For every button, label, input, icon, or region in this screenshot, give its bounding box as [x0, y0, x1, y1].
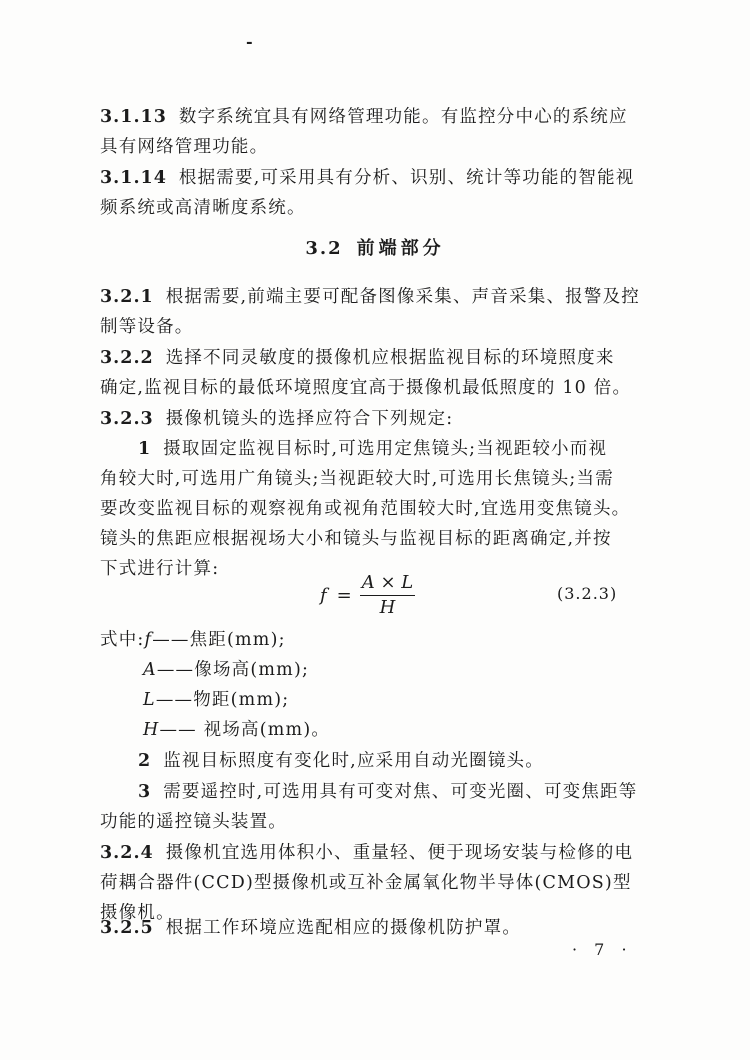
formula-fraction: [360, 572, 415, 618]
legend-symbol: H: [143, 720, 160, 740]
clause-3-2-5-line1: [100, 913, 640, 943]
legend-symbol: A: [143, 660, 157, 680]
section-heading: [0, 234, 750, 260]
clause-number: 3.2.3: [100, 409, 154, 429]
clause-3-2-4-line1: [100, 838, 640, 868]
item-number: 1: [138, 439, 152, 459]
clause-3-2-2-line2: 确定,监视目标的最低环境照度宜高于摄像机最低照度的 10 倍。: [100, 378, 632, 398]
clause-3-2-1-line1: [100, 282, 640, 312]
clause-3-2-3-line1: [100, 404, 640, 434]
legend-desc: ——焦距(mm);: [152, 630, 286, 650]
clause-text: 摄像机宜选用体积小、重量轻、便于现场安装与检修的电: [165, 843, 634, 863]
clause-number: 3.1.13: [100, 107, 167, 127]
item-1-line3: 要改变监视目标的观察视角或视角范围较大时,宜选用变焦镜头。: [100, 499, 631, 519]
clause-text: 根据需要,前端主要可配备图像采集、声音采集、报警及控: [165, 287, 640, 307]
formula-number: (3.2.3): [557, 584, 618, 603]
item-text: 需要遥控时,可选用具有可变对焦、可变光圈、可变焦距等: [163, 782, 638, 802]
legend-desc: ——像场高(mm);: [156, 660, 310, 680]
formula-denominator: H: [379, 597, 396, 618]
legend-line-a: [143, 656, 309, 681]
focal-length-formula: [320, 572, 415, 618]
item-number: 2: [138, 751, 152, 771]
clause-number: 3.2.4: [100, 843, 154, 863]
clause-text: 根据工作环境应选配相应的摄像机防护罩。: [165, 918, 522, 938]
formula-equals: =: [336, 584, 352, 606]
section-title: 前端部分: [356, 238, 445, 259]
item-3-line2: 功能的遥控镜头装置。: [100, 812, 287, 832]
legend-desc: ——物距(mm);: [155, 690, 290, 710]
clause-number: 3.1.14: [100, 168, 167, 188]
formula-numerator: A × L: [360, 572, 415, 596]
item-text: 摄取固定监视目标时,可选用定焦镜头;当视距较小而视: [163, 439, 608, 459]
clause-3-2-4-line2: 荷耦合器件(CCD)型摄像机或互补金属氧化物半导体(CMOS)型: [100, 873, 632, 893]
legend-line-l: [143, 686, 289, 711]
clause-3-2-1-line2: 制等设备。: [100, 317, 194, 337]
item-1-line4: 镜头的焦距应根据视场大小和镜头与监视目标的距离确定,并按: [100, 529, 612, 549]
formula-lhs: f: [320, 584, 327, 606]
clause-3-1-14-line2: 频系统或高清晰度系统。: [100, 198, 306, 218]
clause-3-2-4-line3: 摄像机。: [100, 903, 175, 923]
legend-symbol: f: [144, 630, 153, 650]
page-number: · 7 ·: [572, 940, 633, 959]
legend-intro: 式中:: [100, 630, 145, 650]
legend-symbol: L: [143, 690, 156, 710]
clause-3-1-13-line2: 具有网络管理功能。: [100, 137, 269, 157]
clause-text: 摄像机镜头的选择应符合下列规定:: [165, 409, 454, 429]
clause-text: 选择不同灵敏度的摄像机应根据监视目标的环境照度来: [165, 348, 615, 368]
item-text: 监视目标照度有变化时,应采用自动光圈镜头。: [163, 751, 544, 771]
legend-line-h: [143, 716, 330, 741]
section-number: 3.2: [305, 238, 343, 259]
legend-desc: —— 视场高(mm)。: [159, 720, 331, 740]
clause-text: 根据需要,可采用具有分析、识别、统计等功能的智能视: [178, 168, 635, 188]
clause-3-1-13-line1: [100, 102, 640, 132]
clause-number: 3.2.5: [100, 918, 154, 938]
top-mark: -: [246, 32, 253, 51]
clause-number: 3.2.2: [100, 348, 154, 368]
item-2-line1: [138, 746, 678, 776]
item-1-line1: [138, 434, 678, 464]
clause-text: 数字系统宜具有网络管理功能。有监控分中心的系统应: [178, 107, 628, 127]
item-number: 3: [138, 782, 152, 802]
item-1-line2: 角较大时,可选用广角镜头;当视距较大时,可选用长焦镜头;当需: [100, 469, 614, 489]
clause-3-2-2-line1: [100, 343, 640, 373]
clause-number: 3.2.1: [100, 287, 154, 307]
item-3-line1: [138, 777, 678, 807]
legend-line-f: [100, 626, 286, 651]
clause-3-1-14-line1: [100, 163, 640, 193]
item-1-line5: 下式进行计算:: [100, 559, 220, 579]
